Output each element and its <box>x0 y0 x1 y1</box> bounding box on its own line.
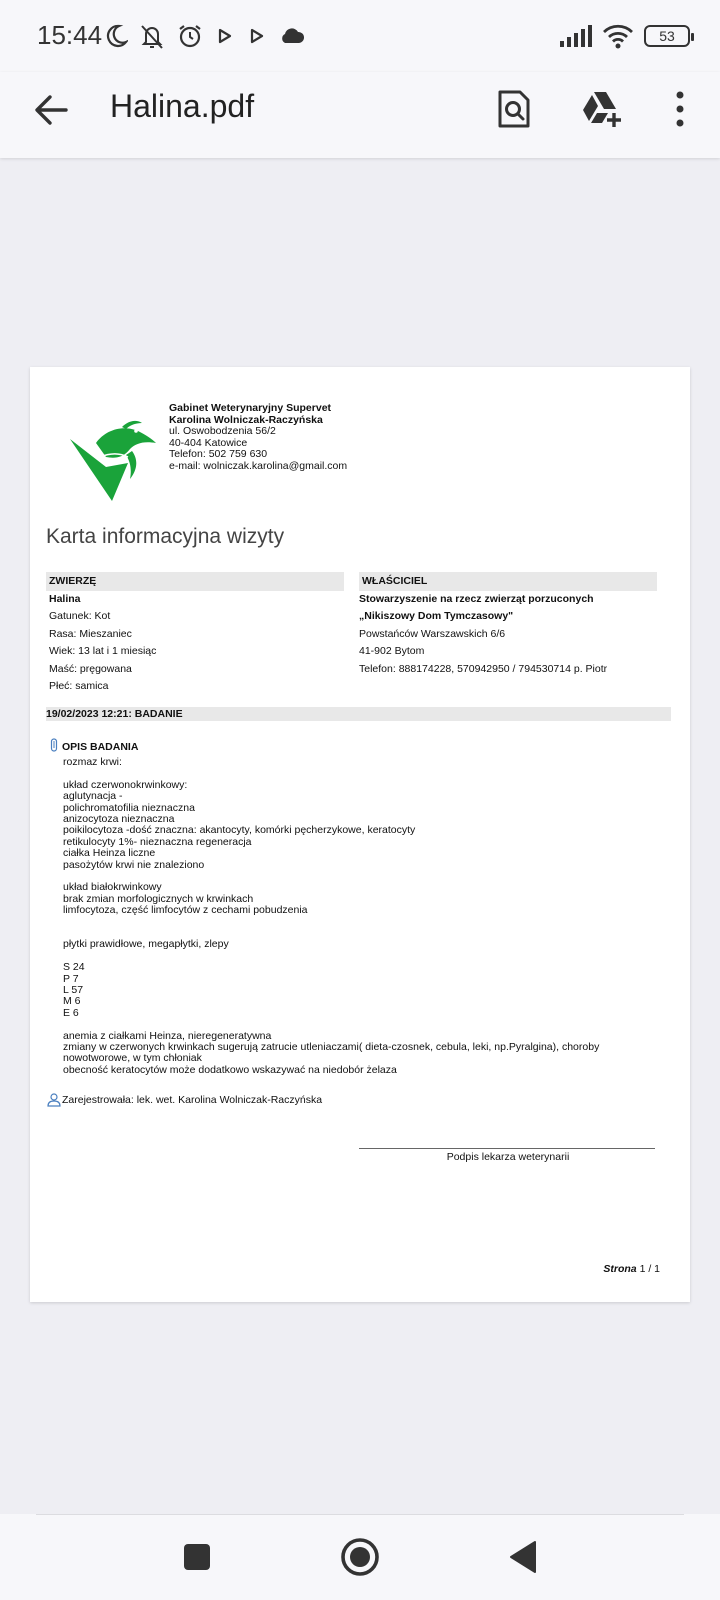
status-bar <box>0 0 720 72</box>
exam-line: anizocytoza nieznaczna <box>63 813 175 826</box>
find-in-document-button[interactable] <box>490 85 538 133</box>
exam-line: pasożytów krwi nie znaleziono <box>63 858 205 871</box>
bird-logo-icon <box>66 417 158 503</box>
add-to-drive-icon <box>580 89 624 129</box>
exam-line: E 6 <box>63 1006 79 1019</box>
status-time: 15:44 <box>37 20 103 50</box>
document-heading: Karta informacyjna wizyty <box>46 525 285 548</box>
page-value: 1 / 1 <box>639 1263 660 1275</box>
exam-line: zmiany w czerwonych krwinkach sugerują zatrucie utleniaczami( dieta-czosnek, cebula, leki, np.Pyralgina), choroby <box>63 1041 600 1054</box>
animal-name: Halina <box>49 593 81 605</box>
arrow-back-icon <box>30 89 72 131</box>
page-number <box>603 1263 660 1275</box>
exam-description <box>63 757 599 1076</box>
visit-header: 19/02/2023 12:21: BADANIE <box>46 707 671 721</box>
exam-line: ciałka Heinza liczne <box>63 847 156 860</box>
battery-indicator: 53 <box>644 25 690 47</box>
doctor-icon <box>47 1093 61 1107</box>
bell-off-icon <box>138 22 166 50</box>
exam-line: retikulocyty 1%- nieznaczna regeneracja <box>63 835 252 848</box>
add-to-drive-button[interactable] <box>578 85 626 133</box>
clinic-address-street: ul. Oswobodzenia 56/2 <box>169 425 276 438</box>
exam-line: nowotworowe, w tym chłoniak <box>63 1052 202 1065</box>
home-icon <box>340 1537 380 1577</box>
animal-sex: Płeć: samica <box>49 680 109 693</box>
app-bar <box>0 72 720 158</box>
status-notification-icons <box>104 22 306 50</box>
exam-header: OPIS BADANIA <box>62 741 139 753</box>
page-label: Strona <box>603 1263 637 1275</box>
document-title: Halina.pdf <box>110 88 255 124</box>
back-button[interactable] <box>500 1534 546 1580</box>
pdf-page <box>30 367 690 1302</box>
back-arrow-button[interactable] <box>30 89 72 131</box>
recents-icon <box>183 1543 211 1571</box>
play-icon <box>214 23 236 49</box>
registered-by <box>47 1093 322 1107</box>
exam-line: anemia z ciałkami Heinza, nieregeneratywna <box>63 1029 272 1042</box>
exam-line <box>63 951 599 962</box>
navigation-bar <box>0 1514 720 1600</box>
attachment-icon <box>49 738 59 757</box>
owner-name-line1: Stowarzyszenie na rzecz zwierząt porzuconych <box>359 593 594 605</box>
exam-line: płytki prawidłowe, megapłytki, zlepy <box>63 938 229 951</box>
clinic-logo <box>66 417 158 508</box>
home-button[interactable] <box>337 1534 383 1580</box>
wifi-icon <box>602 23 634 49</box>
exam-line: P 7 <box>63 972 79 985</box>
clinic-doctor: Karolina Wolniczak-Raczyńska <box>169 413 323 426</box>
owner-city: 41-902 Bytom <box>359 645 425 658</box>
exam-line: aglutynacja - <box>63 790 123 803</box>
clinic-phone: Telefon: 502 759 630 <box>169 448 268 461</box>
exam-line: brak zmian morfologicznych w krwinkach <box>63 892 254 905</box>
search-document-icon <box>496 88 532 130</box>
clinic-email: e-mail: wolniczak.karolina@gmail.com <box>169 459 348 472</box>
cloud-icon <box>278 23 306 49</box>
animal-section <box>46 572 344 695</box>
exam-line: rozmaz krwi: <box>63 756 122 768</box>
clinic-name: Gabinet Weterynaryjny Supervet <box>169 402 332 414</box>
clinic-header <box>169 403 347 473</box>
exam-line: limfocytoza, część limfocytów z cechami pobudzenia <box>63 904 308 917</box>
status-system-icons <box>558 22 690 50</box>
exam-line: M 6 <box>63 995 81 1008</box>
exam-line <box>63 1019 599 1030</box>
exam-line: L 57 <box>63 984 84 997</box>
animal-species: Gatunek: Kot <box>49 610 111 623</box>
more-options-button[interactable] <box>656 85 704 133</box>
back-triangle-icon <box>508 1540 538 1574</box>
owner-name-line2: „Nikiszowy Dom Tymczasowy" <box>359 610 514 623</box>
owner-phone: Telefon: 888174228, 570942950 / 794530714 p. Piotr <box>359 662 608 675</box>
exam-line: układ białokrwinkowy <box>63 881 162 894</box>
animal-header: ZWIERZĘ <box>46 572 344 591</box>
signature-line <box>359 1148 655 1149</box>
more-vert-icon <box>673 89 687 129</box>
animal-breed: Rasa: Mieszaniec <box>49 627 132 640</box>
registered-by-text: Zarejestrowała: lek. wet. Karolina Wolniczak-Raczyńska <box>62 1094 323 1106</box>
exam-line: polichromatofilia nieznaczna <box>63 801 195 814</box>
signal-icon <box>558 23 592 49</box>
moon-icon <box>104 23 128 49</box>
exam-line: układ czerwonokrwinkowy: <box>63 778 188 791</box>
owner-street: Powstańców Warszawskich 6/6 <box>359 627 506 640</box>
owner-header: WŁAŚCICIEL <box>359 572 657 591</box>
exam-line <box>63 917 599 928</box>
animal-age: Wiek: 13 lat i 1 miesiąc <box>49 645 157 658</box>
signature-label: Podpis lekarza weterynarii <box>446 1151 570 1163</box>
animal-color: Maść: pręgowana <box>49 662 132 675</box>
exam-line: obecność keratocytów może dodatkowo wskazywać na niedobór żelaza <box>63 1063 397 1076</box>
clinic-address-city: 40-404 Katowice <box>169 436 248 449</box>
owner-section <box>359 572 657 678</box>
play-icon <box>246 23 268 49</box>
exam-line: S 24 <box>63 961 85 974</box>
recents-button[interactable] <box>174 1534 220 1580</box>
exam-line: poikilocytoza -dość znaczna: akantocyty, komórki pęcherzykowe, keratocyty <box>63 824 416 837</box>
alarm-icon <box>176 22 204 50</box>
